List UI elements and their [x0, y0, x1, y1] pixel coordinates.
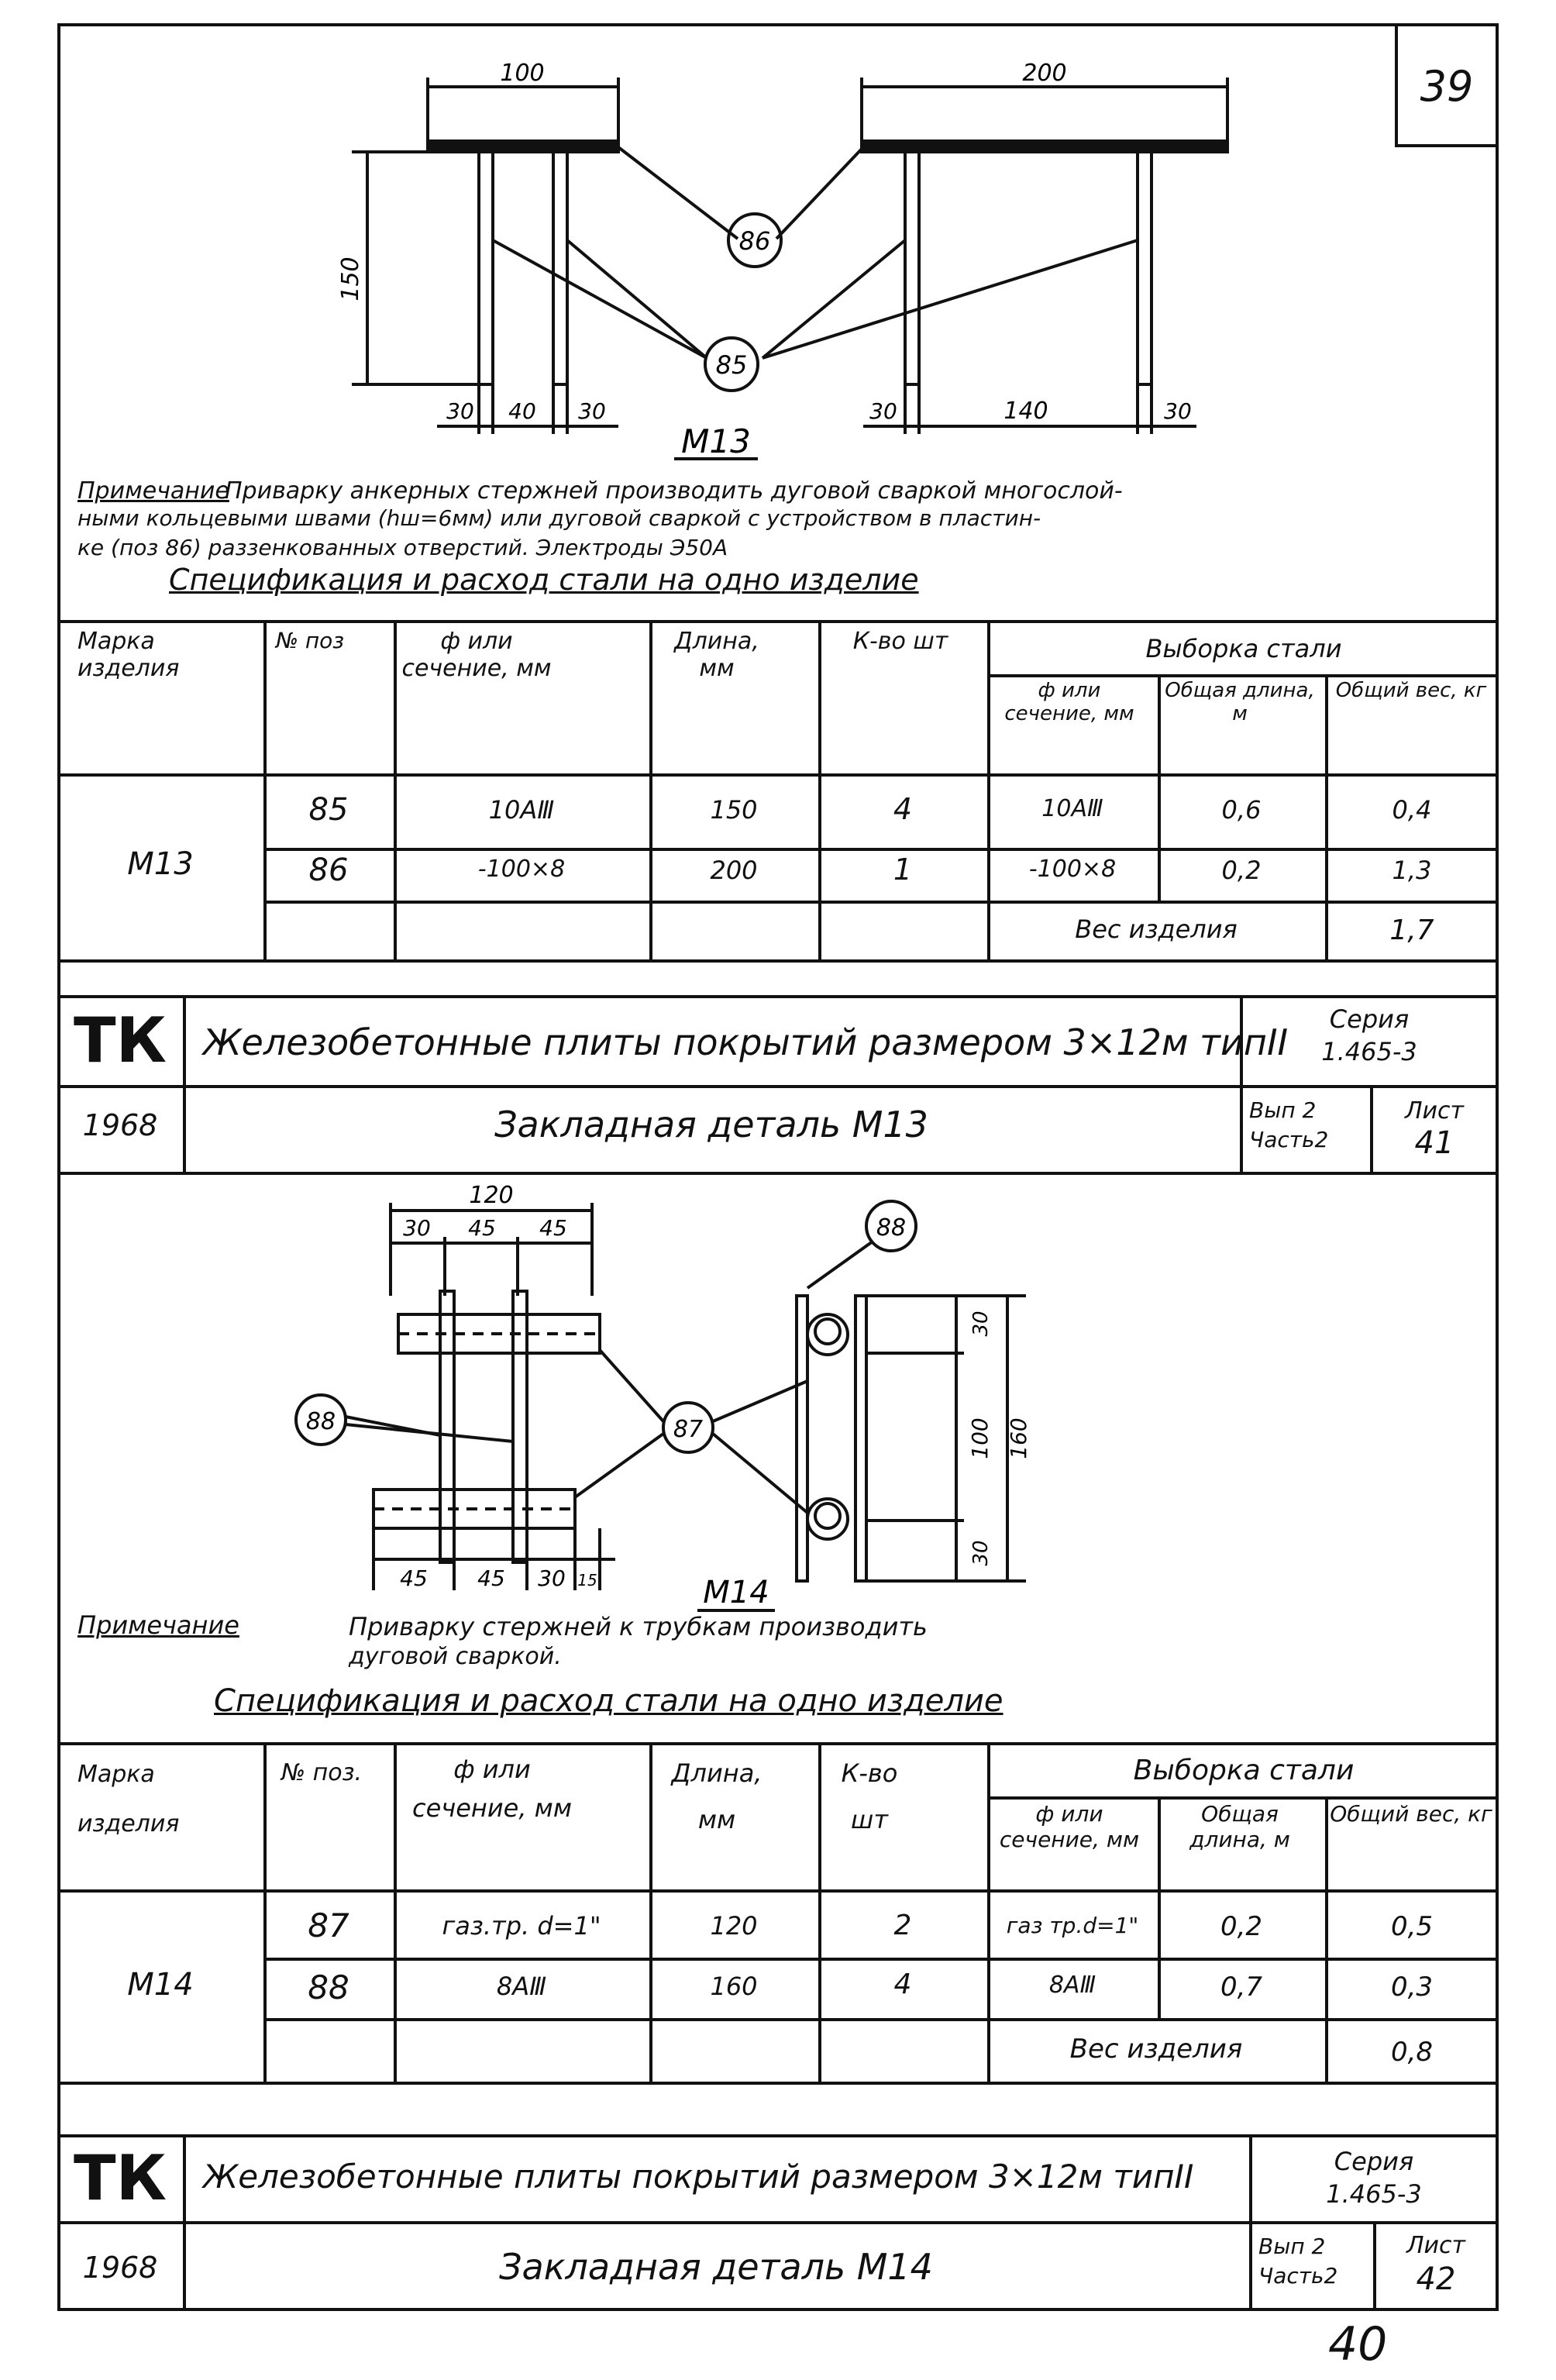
hdr-s-length-2: Общая длина, м: [1189, 1801, 1290, 1852]
row3-length: 120: [710, 1911, 758, 1941]
callout-86: 86: [738, 226, 771, 256]
hdr-section-1: ф или сечение, мм: [401, 628, 552, 682]
dim-left-b1: 30: [446, 398, 474, 424]
chast-1: Часть2: [1249, 1127, 1329, 1152]
total-label-2: Вес изделия: [1069, 2034, 1243, 2065]
row4-qty: 4: [893, 1968, 912, 2000]
row1-s-length: 0,6: [1221, 795, 1262, 825]
series-1: 1.465-3: [1321, 1037, 1417, 1066]
row3-s-section: газ тр.d=1": [1006, 1913, 1139, 1938]
spec-title-1: Спецификация и расход стали на одно изделие: [169, 563, 919, 597]
drawing-m14: [57, 1172, 1390, 1652]
note-line-1c: ке (поз 86) раззенкованных отверстий. Электроды Э50А: [77, 535, 728, 560]
title-1: Железобетонные плиты покрытий размером 3×12м типII: [203, 1021, 1289, 1063]
hdr-pos-2: № поз.: [281, 1759, 363, 1786]
series-2: 1.465-3: [1326, 2179, 1422, 2209]
list-1: 41: [1414, 1125, 1454, 1161]
row3-s-weight: 0,5: [1390, 1911, 1434, 1942]
row1-qty: 4: [893, 792, 913, 826]
hdr-s-section-2: ф или сечение, мм: [999, 1801, 1140, 1852]
row4-pos: 88: [308, 1968, 349, 2006]
row2-length: 200: [710, 856, 758, 885]
note-line-1b: ными кольцевыми швами (hш=6мм) или дуговой сваркой с устройством в пластин-: [77, 505, 1041, 531]
row3-qty: 2: [893, 1910, 912, 1941]
series-label-2: Серия: [1334, 2147, 1414, 2176]
list-label-2: Лист: [1406, 2232, 1466, 2259]
dim-right-b3: 30: [1164, 398, 1192, 424]
row1-s-weight: 0,4: [1392, 795, 1432, 825]
hdr-mark-1: Марка изделия: [77, 628, 180, 682]
dim-bottom-2: 45: [477, 1565, 505, 1591]
dim-side-2: 100: [967, 1417, 993, 1459]
hdr-s-section-1: ф или сечение, мм: [1004, 679, 1134, 725]
row2-s-length: 0,2: [1221, 856, 1262, 885]
row3-s-length: 0,2: [1220, 1911, 1263, 1942]
row1-length: 150: [710, 795, 758, 825]
hdr-qty-2: К-во шт: [841, 1758, 898, 1834]
dim-side-total: 160: [1006, 1417, 1031, 1459]
chast-2: Часть2: [1258, 2263, 1338, 2289]
note-label-2: Примечание: [77, 1610, 239, 1640]
tk-1: ТК: [74, 1004, 167, 1076]
dim-top-1: 30: [403, 1215, 431, 1241]
mark-m13: М13: [681, 422, 751, 460]
drawing-m13: [57, 46, 1390, 480]
list-label-1: Лист: [1404, 1097, 1465, 1125]
total-value-2: 0,8: [1390, 2037, 1434, 2068]
vyp-2: Вып 2: [1258, 2234, 1326, 2259]
row2-s-section: -100×8: [1028, 856, 1117, 883]
year-2: 1968: [82, 2251, 158, 2285]
hdr-length-2: Длина, мм: [671, 1758, 763, 1834]
dim-side-1: 30: [969, 1311, 993, 1337]
dim-left-b3: 30: [578, 398, 606, 424]
row2-section: -100×8: [477, 856, 566, 883]
spec-title-2: Спецификация и расход стали на одно изделие: [214, 1683, 1003, 1719]
dim-left-b2: 40: [508, 398, 536, 424]
dim-height: 150: [337, 257, 364, 301]
row1-pos: 85: [308, 792, 349, 828]
hdr-qty-1: К-во шт: [852, 628, 948, 655]
dim-top-2: 45: [468, 1215, 496, 1241]
total-label-1: Вес изделия: [1075, 914, 1238, 944]
callout-88-left: 88: [305, 1408, 336, 1435]
subtitle-2: Закладная деталь М14: [499, 2246, 933, 2288]
page-number-top: 39: [1420, 62, 1474, 111]
dim-right-b1: 30: [869, 398, 897, 424]
hdr-s-weight-2: Общий вес, кг: [1330, 1801, 1492, 1827]
row1-section: 10АⅢ: [488, 795, 555, 825]
callout-87: 87: [673, 1416, 704, 1443]
hdr-s-length-1: Общая длина, м: [1165, 679, 1315, 725]
row4-s-weight: 0,3: [1390, 1972, 1434, 2003]
callout-88-top: 88: [876, 1214, 907, 1242]
row2-pos: 86: [308, 852, 349, 888]
note-line-1a: Приварку анкерных стержней производить дуговой сваркой многослой-: [225, 477, 1123, 505]
row3-section: газ.тр. d=1": [442, 1911, 601, 1941]
item-mark-1: М13: [127, 846, 194, 882]
year-1: 1968: [82, 1108, 158, 1142]
subtitle-1: Закладная деталь М13: [494, 1104, 928, 1145]
row1-s-section: 10АⅢ: [1041, 795, 1103, 822]
row3-pos: 87: [308, 1906, 349, 1944]
dim-right-b2: 140: [1003, 398, 1048, 425]
callout-85: 85: [715, 350, 748, 380]
hdr-length-1: Длина, мм: [674, 628, 759, 682]
row2-qty: 1: [893, 852, 913, 887]
row4-s-section: 8АⅢ: [1048, 1972, 1096, 1999]
item-mark-2: М14: [127, 1967, 194, 2003]
dim-side-3: 30: [969, 1540, 993, 1566]
total-value-1: 1,7: [1389, 914, 1434, 946]
series-label-1: Серия: [1329, 1004, 1410, 1034]
dim-top-total: 120: [469, 1182, 514, 1209]
page-number-bottom: 40: [1328, 2317, 1388, 2371]
hdr-s-weight-1: Общий вес, кг: [1335, 679, 1487, 702]
list-2: 42: [1416, 2261, 1456, 2297]
tk-2: ТК: [74, 2142, 167, 2214]
row4-section: 8АⅢ: [496, 1972, 547, 2001]
note-label-1: Примечание: [77, 477, 229, 505]
hdr-sample-1: Выборка стали: [1145, 634, 1342, 663]
hdr-section-2: ф или сечение, мм: [412, 1755, 572, 1823]
dim-bottom-4: 15: [577, 1571, 597, 1590]
dim-top-3: 45: [539, 1215, 567, 1241]
row2-s-weight: 1,3: [1392, 856, 1432, 885]
vyp-1: Вып 2: [1249, 1097, 1317, 1123]
note-line-2a: Приварку стержней к трубкам производить: [349, 1612, 928, 1641]
title-2: Железобетонные плиты покрытий размером 3×12м типII: [203, 2158, 1194, 2196]
mark-m14: М14: [703, 1575, 769, 1610]
row4-length: 160: [710, 1972, 758, 2001]
dim-bottom-3: 30: [538, 1565, 566, 1591]
hdr-pos-1: № поз: [275, 628, 345, 653]
note-line-2b: дуговой сваркой.: [349, 1643, 562, 1670]
row4-s-length: 0,7: [1220, 1972, 1263, 2003]
hdr-mark-2: Марка изделия: [77, 1761, 180, 1838]
hdr-sample-2: Выборка стали: [1133, 1755, 1355, 1786]
dim-left-width: 100: [500, 60, 545, 87]
dim-bottom-1: 45: [400, 1565, 428, 1591]
dim-right-width: 200: [1022, 60, 1067, 87]
